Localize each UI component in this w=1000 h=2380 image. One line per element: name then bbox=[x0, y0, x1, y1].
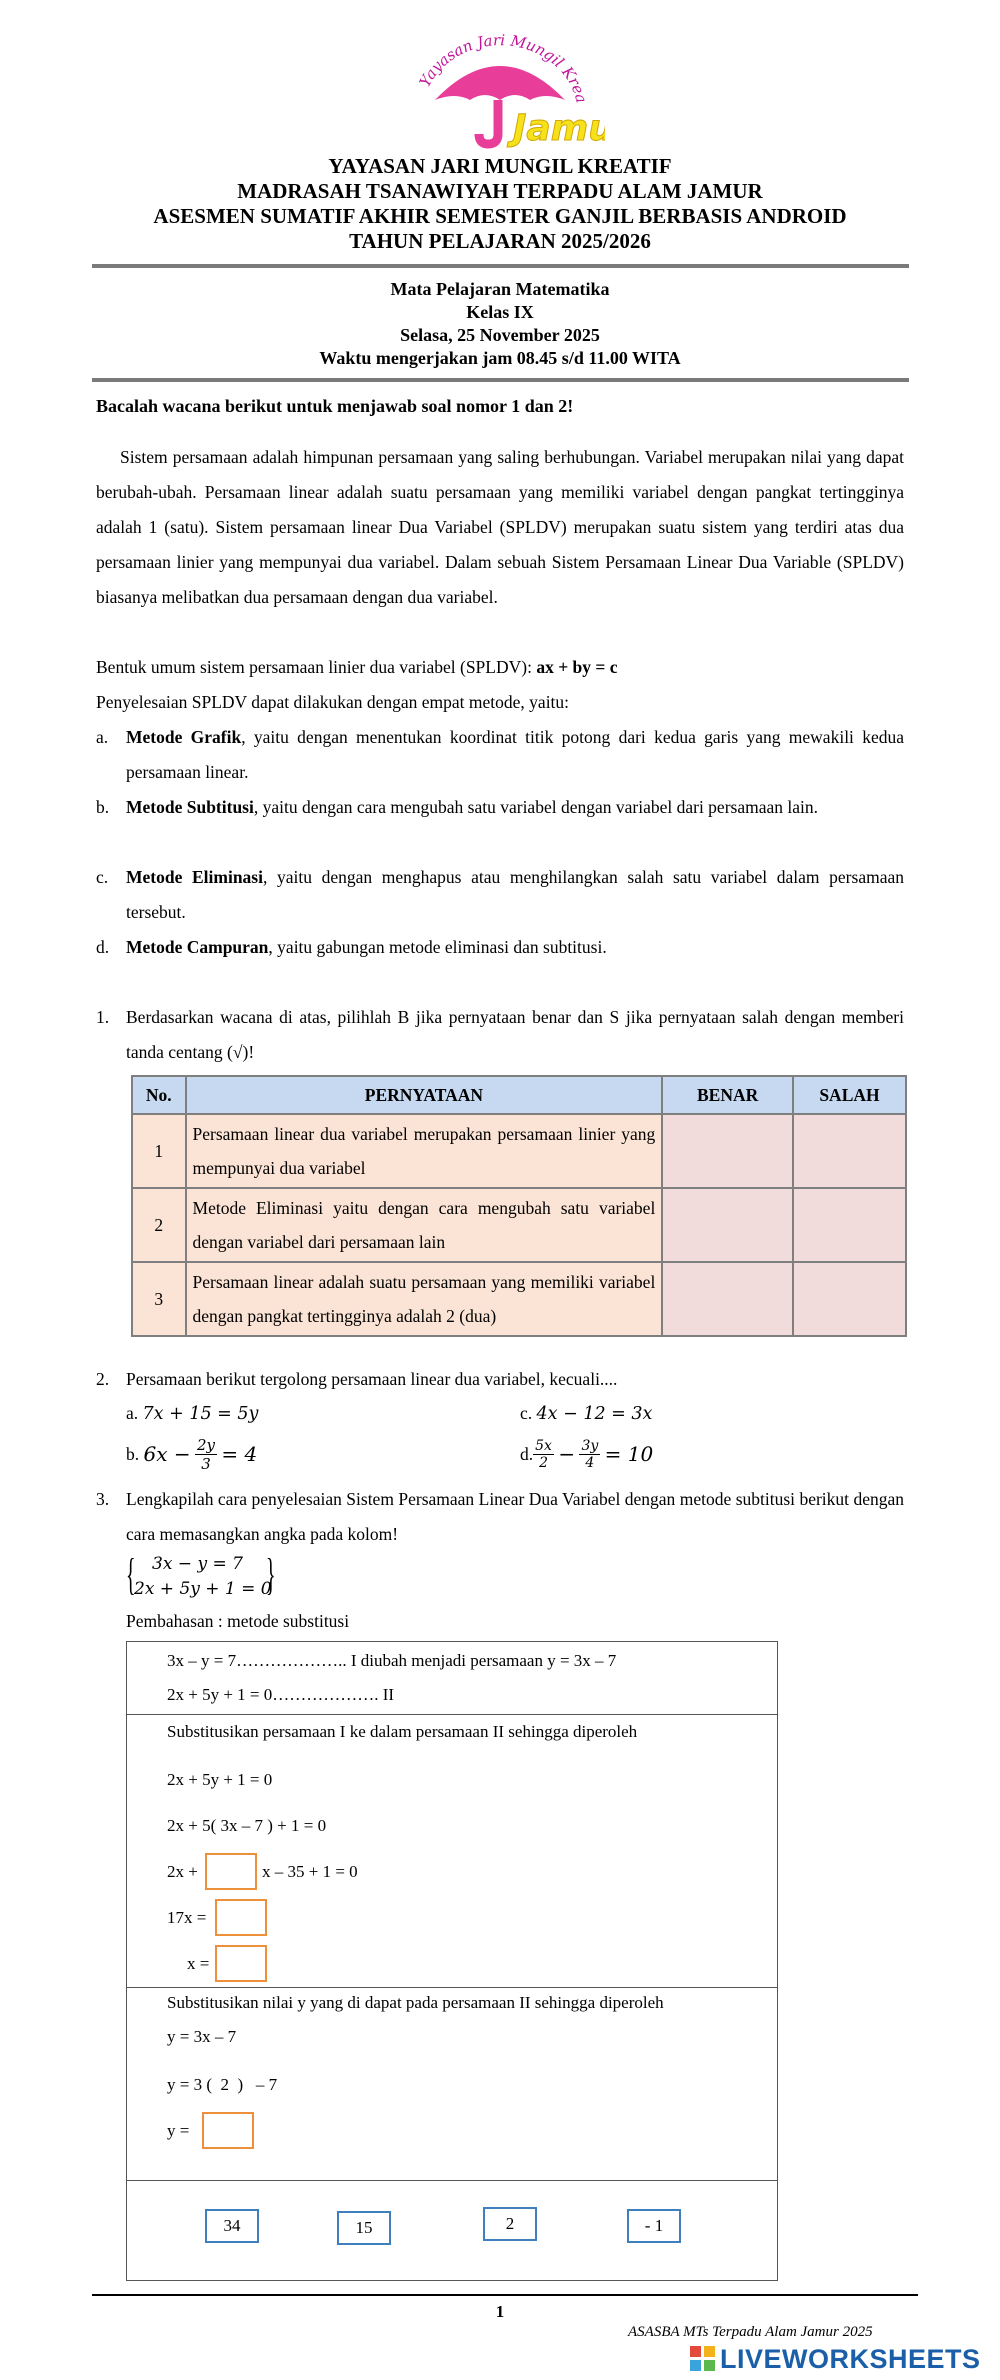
row-number: 1 bbox=[132, 1114, 186, 1188]
solution-step-1: 3x – y = 7……………….. I diubah menjadi persamaan y = 3x – 7 2x + 5y + 1 = 0………………. II bbox=[127, 1642, 777, 1715]
footer-caption: ASASBA MTs Terpadu Alam Jamur 2025 bbox=[628, 2324, 873, 2340]
exam-date: Selasa, 25 November 2025 bbox=[400, 325, 600, 345]
choice-chip[interactable]: 34 bbox=[205, 2209, 259, 2243]
equation-system bbox=[126, 1552, 286, 1602]
drop-box-x[interactable] bbox=[215, 1945, 267, 1982]
row-statement: Persamaan linear adalah suatu persamaan yang memiliki variabel dengan pangkat tertingginya adalah 2 (dua) bbox=[186, 1262, 663, 1336]
option-c[interactable]: c. 4x − 12 = 3x bbox=[520, 1403, 653, 1424]
exam-time: Waktu mengerjakan jam 08.45 s/d 11.00 WITA bbox=[319, 348, 681, 368]
row-number: 2 bbox=[132, 1188, 186, 1262]
left-brace: { bbox=[126, 1550, 136, 1599]
question-number: 1. bbox=[96, 1007, 110, 1027]
liveworksheets-brand: LIVEWORKSHEETS bbox=[720, 2343, 981, 2374]
drop-box-coefficient[interactable] bbox=[205, 1853, 257, 1890]
solution-box bbox=[126, 1641, 778, 2281]
answer-false-cell[interactable] bbox=[793, 1188, 906, 1262]
fraction: 5x 2 bbox=[535, 1437, 552, 1471]
discussion-label: Pembahasan : metode substitusi bbox=[126, 1611, 350, 1631]
solution-step-2: Substitusikan persamaan I ke dalam persamaan II sehingga diperoleh 2x + 5y + 1 = 0 2x + 5( 3x – 7 ) + 1 = 0 2x + x – 35 + 1 = 0 17x = x = bbox=[127, 1715, 777, 1988]
question-2 bbox=[96, 1362, 904, 1397]
header-exam-title: ASESMEN SUMATIF AKHIR SEMESTER GANJIL BERBASIS ANDROID bbox=[153, 204, 847, 228]
option-b[interactable]: b. 6x − $\frac{2y}{3}$ = 4 bbox=[126, 1435, 258, 1473]
choice-chip[interactable]: - 1 bbox=[627, 2209, 681, 2243]
general-form bbox=[96, 650, 904, 685]
exam-subject: Mata Pelajaran Matematika bbox=[390, 279, 610, 299]
school-logo bbox=[395, 22, 605, 150]
col-statement: PERNYATAAN bbox=[186, 1076, 663, 1114]
school-header bbox=[0, 154, 1000, 254]
question-1 bbox=[96, 1000, 904, 1070]
table-row bbox=[132, 1114, 906, 1188]
table-row bbox=[132, 1188, 906, 1262]
header-madrasah: MADRASAH TSANAWIYAH TERPADU ALAM JAMUR bbox=[237, 179, 763, 203]
option-a[interactable]: a. 7x + 15 = 5y bbox=[126, 1403, 259, 1424]
reading-paragraph: Sistem persamaan adalah himpunan persamaan yang saling berhubungan. Variabel merupakan nilai yang dapat berubah-ubah. Persamaan linear adalah suatu persamaan yang memiliki variabel dengan pangkat tertingginya adalah 1 (satu). Sistem persamaan linear Dua Variabel (SPLDV) merupakan suatu sistem yang terdiri atas dua persamaan linier yang mempunyai dua variabel. Dalam sebuah Sistem Persamaan Linear Dua Variable (SPLDV) biasanya melibatkan dua persamaan dengan dua variabel. bbox=[96, 447, 904, 607]
method-item: d. Metode Campuran, yaitu gabungan metode eliminasi dan subtitusi. bbox=[96, 937, 607, 957]
answer-true-cell[interactable] bbox=[662, 1188, 793, 1262]
col-no: No. bbox=[132, 1076, 186, 1114]
right-brace: } bbox=[266, 1550, 276, 1599]
choice-chip[interactable]: 15 bbox=[337, 2211, 391, 2245]
fraction: $\frac{2y}{3}$ bbox=[197, 1435, 216, 1473]
choice-chip[interactable]: 2 bbox=[483, 2207, 537, 2241]
logo-word: Jam bbox=[513, 108, 589, 149]
system-equation-1: 3x − y = 7 bbox=[152, 1554, 243, 1574]
answer-true-cell[interactable] bbox=[662, 1262, 793, 1336]
footer-divider bbox=[92, 2294, 918, 2296]
fraction: $\frac{3y}{4}$ bbox=[581, 1437, 599, 1471]
general-form-prefix: Bentuk umum sistem persamaan linier dua variabel (SPLDV): bbox=[96, 657, 537, 677]
drop-box-17x[interactable] bbox=[215, 1899, 267, 1936]
logo-arc-text: Yayasan Jari Mungil Krea bbox=[415, 31, 591, 105]
col-true: BENAR bbox=[662, 1076, 793, 1114]
table-row bbox=[132, 1262, 906, 1336]
answer-choices bbox=[127, 2181, 777, 2279]
liveworksheets-icon bbox=[690, 2346, 716, 2372]
row-number: 3 bbox=[132, 1262, 186, 1336]
question-number: 2. bbox=[96, 1369, 110, 1389]
table-header-row bbox=[132, 1076, 906, 1114]
question-text: Persamaan berikut tergolong persamaan linear dua variabel, kecuali.... bbox=[126, 1369, 618, 1389]
header-foundation: YAYASAN JARI MUNGIL KREATIF bbox=[328, 154, 672, 178]
answer-false-cell[interactable] bbox=[793, 1114, 906, 1188]
method-item: c. Metode Eliminasi, yaitu dengan menghapus atau menghilangkan salah satu variabel dalam persamaan tersebut. bbox=[96, 867, 904, 922]
reading-instruction: Bacalah wacana berikut untuk menjawab soal nomor 1 dan 2! bbox=[96, 396, 574, 416]
methods-intro: Penyelesaian SPLDV dapat dilakukan dengan empat metode, yaitu: bbox=[96, 692, 570, 712]
header-year: TAHUN PELAJARAN 2025/2026 bbox=[349, 229, 651, 253]
col-false: SALAH bbox=[793, 1076, 906, 1114]
page-number: 1 bbox=[495, 2302, 505, 2321]
answer-true-cell[interactable] bbox=[662, 1114, 793, 1188]
solution-step-3: Substitusikan nilai y yang di dapat pada persamaan II sehingga diperoleh y = 3x – 7 y = 3 ( 2 ) – 7 y = bbox=[127, 1988, 777, 2181]
method-item: b. Metode Subtitusi, yaitu dengan cara mengubah satu variabel dengan variabel dari persamaan lain. bbox=[96, 797, 818, 817]
question-text: Lengkapilah cara penyelesaian Sistem Persamaan Linear Dua Variabel dengan metode subtitusi berikut dengan cara memasangkan angka pada kolom! bbox=[126, 1489, 904, 1544]
general-form-equation: ax + by = c bbox=[536, 657, 618, 677]
header-divider bbox=[92, 264, 909, 268]
drop-box-y[interactable] bbox=[202, 2112, 254, 2149]
method-item: a. Metode Grafik, yaitu dengan menentukan koordinat titik potong dari kedua garis yang mewakili kedua persamaan linear. bbox=[96, 727, 904, 782]
row-statement: Persamaan linear dua variabel merupakan persamaan linier yang mempunyai dua variabel bbox=[186, 1114, 663, 1188]
option-d[interactable]: d. 5x 2 − $\frac{3y}{4}$ = 10 bbox=[520, 1437, 654, 1471]
liveworksheets-logo[interactable] bbox=[690, 2342, 981, 2376]
exam-grade: Kelas IX bbox=[466, 302, 534, 322]
answer-false-cell[interactable] bbox=[793, 1262, 906, 1336]
question-3 bbox=[96, 1482, 904, 1552]
question-text: Berdasarkan wacana di atas, pilihlah B jika pernyataan benar dan S jika pernyataan salah dengan memberi tanda centang (√)! bbox=[126, 1007, 904, 1062]
info-divider bbox=[92, 378, 909, 382]
true-false-table bbox=[131, 1075, 907, 1337]
question-number: 3. bbox=[96, 1489, 110, 1509]
system-equation-2: 2x + 5y + 1 = 0 bbox=[134, 1579, 272, 1599]
exam-info bbox=[0, 278, 1000, 370]
row-statement: Metode Eliminasi yaitu dengan cara mengubah satu variabel dengan variabel dari persamaan lain bbox=[186, 1188, 663, 1262]
